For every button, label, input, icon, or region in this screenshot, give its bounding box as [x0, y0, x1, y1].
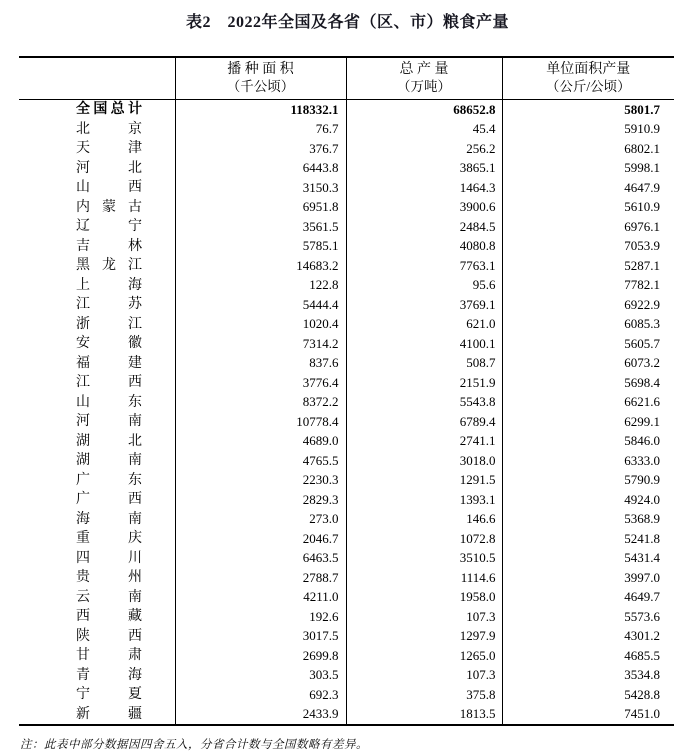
yield-cell: 5428.8	[502, 685, 674, 705]
output-cell: 508.7	[346, 354, 502, 374]
region-name-cell	[19, 412, 175, 432]
output-cell: 1464.3	[346, 178, 502, 198]
sown-area-cell: 4211.0	[175, 588, 346, 608]
sown-area-cell: 4765.5	[175, 451, 346, 471]
sown-area-cell: 376.7	[175, 139, 346, 159]
sown-area-cell: 2699.8	[175, 646, 346, 666]
table-row	[19, 178, 674, 198]
output-cell: 2741.1	[346, 432, 502, 452]
region-name: 陕 西	[76, 628, 142, 644]
output-cell: 1265.0	[346, 646, 502, 666]
col-header-output-label: 总 产 量	[399, 62, 449, 77]
output-cell: 107.3	[346, 666, 502, 686]
sown-area-cell: 4689.0	[175, 432, 346, 452]
region-name: 西 藏	[76, 609, 142, 624]
region-name-cell	[19, 646, 175, 666]
region-name-cell	[19, 120, 175, 140]
sown-area-cell: 2433.9	[175, 705, 346, 726]
sown-area-cell: 6443.8	[175, 159, 346, 179]
output-cell: 1114.6	[346, 568, 502, 588]
table-row	[19, 607, 674, 627]
region-name-cell	[19, 295, 175, 315]
region-name: 贵 州	[76, 570, 142, 585]
table-body	[19, 100, 674, 726]
region-name: 上 海	[76, 277, 142, 293]
yield-cell: 3534.8	[502, 666, 674, 686]
region-name-cell	[19, 588, 175, 608]
table-row	[19, 588, 674, 608]
table-row	[19, 198, 674, 218]
region-name: 内 蒙 古	[76, 199, 142, 215]
table-row	[19, 451, 674, 471]
yield-cell: 5846.0	[502, 432, 674, 452]
yield-cell: 4649.7	[502, 588, 674, 608]
sown-area-cell: 6951.8	[175, 198, 346, 218]
sown-area-cell: 7314.2	[175, 334, 346, 354]
yield-cell: 6299.1	[502, 412, 674, 432]
yield-cell: 6802.1	[502, 139, 674, 159]
region-name: 黑 龙 江	[76, 258, 142, 273]
output-cell: 95.6	[346, 276, 502, 296]
sown-area-cell: 118332.1	[175, 100, 346, 120]
table-row	[19, 529, 674, 549]
table-row	[19, 256, 674, 276]
sown-area-cell: 122.8	[175, 276, 346, 296]
region-name-cell	[19, 276, 175, 296]
region-name: 全 国 总 计	[76, 102, 142, 117]
yield-cell: 3997.0	[502, 568, 674, 588]
output-cell: 1813.5	[346, 705, 502, 726]
sown-area-cell: 76.7	[175, 120, 346, 140]
output-cell: 1072.8	[346, 529, 502, 549]
output-cell: 1393.1	[346, 490, 502, 510]
yield-cell: 5605.7	[502, 334, 674, 354]
col-header-output	[346, 57, 502, 100]
output-cell: 1291.5	[346, 471, 502, 491]
region-name: 山 西	[76, 180, 142, 195]
yield-cell: 4647.9	[502, 178, 674, 198]
sown-area-cell: 2829.3	[175, 490, 346, 510]
output-cell: 5543.8	[346, 393, 502, 413]
yield-cell: 6073.2	[502, 354, 674, 374]
region-name: 辽 宁	[76, 219, 142, 234]
region-name: 北 京	[76, 121, 142, 137]
sown-area-cell: 8372.2	[175, 393, 346, 413]
yield-cell: 5573.6	[502, 607, 674, 627]
region-name-cell	[19, 100, 175, 120]
region-name: 新 疆	[76, 706, 142, 722]
region-name: 云 南	[76, 589, 142, 605]
corner-cell	[19, 57, 175, 100]
region-name: 宁 夏	[76, 687, 142, 702]
table-row	[19, 159, 674, 179]
region-name: 湖 南	[76, 453, 142, 468]
yield-cell: 5610.9	[502, 198, 674, 218]
region-name-cell	[19, 666, 175, 686]
yield-cell: 5698.4	[502, 373, 674, 393]
yield-cell: 4685.5	[502, 646, 674, 666]
region-name-cell	[19, 354, 175, 374]
sown-area-cell: 2788.7	[175, 568, 346, 588]
output-cell: 146.6	[346, 510, 502, 530]
region-name-cell	[19, 490, 175, 510]
yield-cell: 4301.2	[502, 627, 674, 647]
region-name: 甘 肃	[76, 648, 142, 663]
sown-area-cell: 3776.4	[175, 373, 346, 393]
region-name: 浙 江	[76, 316, 142, 332]
region-name-cell	[19, 217, 175, 237]
output-cell: 4100.1	[346, 334, 502, 354]
yield-cell: 7782.1	[502, 276, 674, 296]
output-cell: 2151.9	[346, 373, 502, 393]
output-cell: 6789.4	[346, 412, 502, 432]
table-row	[19, 412, 674, 432]
output-cell: 375.8	[346, 685, 502, 705]
col-header-sown-area-label: 播 种 面 积	[227, 62, 294, 77]
sown-area-cell: 2046.7	[175, 529, 346, 549]
yield-cell: 6922.9	[502, 295, 674, 315]
col-header-yield-label: 单位面积产量	[546, 62, 631, 77]
output-cell: 3900.6	[346, 198, 502, 218]
region-name: 青 海	[76, 667, 142, 683]
sown-area-cell: 303.5	[175, 666, 346, 686]
yield-cell: 5431.4	[502, 549, 674, 569]
table-row	[19, 217, 674, 237]
output-cell: 3865.1	[346, 159, 502, 179]
table-row	[19, 373, 674, 393]
region-name-cell	[19, 705, 175, 726]
table-row	[19, 471, 674, 491]
region-name-cell	[19, 607, 175, 627]
table-row	[19, 393, 674, 413]
col-header-yield	[502, 57, 674, 100]
yield-cell: 6621.6	[502, 393, 674, 413]
header-row	[19, 57, 674, 100]
footnote: 注：此表中部分数据因四舍五入，分省合计数与全国数略有差异。	[20, 739, 368, 751]
sown-area-cell: 2230.3	[175, 471, 346, 491]
sown-area-cell: 5444.4	[175, 295, 346, 315]
region-name-cell	[19, 139, 175, 159]
table-row	[19, 510, 674, 530]
output-cell: 256.2	[346, 139, 502, 159]
yield-cell: 6333.0	[502, 451, 674, 471]
output-cell: 621.0	[346, 315, 502, 335]
output-cell: 3510.5	[346, 549, 502, 569]
region-name: 海 南	[76, 511, 142, 527]
region-name-cell	[19, 373, 175, 393]
table-row	[19, 334, 674, 354]
yield-cell: 5790.9	[502, 471, 674, 491]
region-name: 重 庆	[76, 531, 142, 546]
table-row	[19, 549, 674, 569]
sown-area-cell: 273.0	[175, 510, 346, 530]
sown-area-cell: 6463.5	[175, 549, 346, 569]
region-name-cell	[19, 334, 175, 354]
sown-area-cell: 3150.3	[175, 178, 346, 198]
output-cell: 1297.9	[346, 627, 502, 647]
table-row	[19, 705, 674, 726]
table-row	[19, 490, 674, 510]
region-name: 广 东	[76, 472, 142, 488]
table-row	[19, 685, 674, 705]
yield-cell: 6085.3	[502, 315, 674, 335]
yield-cell: 5368.9	[502, 510, 674, 530]
region-name: 四 川	[76, 550, 142, 566]
sown-area-cell: 692.3	[175, 685, 346, 705]
table-row	[19, 354, 674, 374]
region-name-cell	[19, 178, 175, 198]
region-name-cell	[19, 568, 175, 588]
region-name: 天 津	[76, 141, 142, 156]
region-name: 江 苏	[76, 297, 142, 312]
region-name: 福 建	[76, 355, 142, 371]
output-cell: 4080.8	[346, 237, 502, 257]
table-row	[19, 568, 674, 588]
region-name-cell	[19, 159, 175, 179]
output-cell: 107.3	[346, 607, 502, 627]
region-name: 河 北	[76, 160, 142, 176]
region-name: 湖 北	[76, 433, 142, 449]
col-header-yield-unit: （公斤/公顷）	[545, 79, 631, 94]
yield-cell: 7053.9	[502, 237, 674, 257]
output-cell: 2484.5	[346, 217, 502, 237]
region-name: 吉 林	[76, 238, 142, 254]
yield-cell: 5998.1	[502, 159, 674, 179]
yield-cell: 5241.8	[502, 529, 674, 549]
region-name-cell	[19, 549, 175, 569]
sown-area-cell: 3561.5	[175, 217, 346, 237]
region-name-cell	[19, 627, 175, 647]
output-cell: 45.4	[346, 120, 502, 140]
col-header-sown-area	[175, 57, 346, 100]
output-cell: 3769.1	[346, 295, 502, 315]
output-cell: 1958.0	[346, 588, 502, 608]
yield-cell: 7451.0	[502, 705, 674, 726]
region-name: 广 西	[76, 492, 142, 507]
output-cell: 7763.1	[346, 256, 502, 276]
yield-cell: 4924.0	[502, 490, 674, 510]
sown-area-cell: 192.6	[175, 607, 346, 627]
table-row	[19, 276, 674, 296]
region-name-cell	[19, 451, 175, 471]
region-name-cell	[19, 256, 175, 276]
sown-area-cell: 1020.4	[175, 315, 346, 335]
document-page	[0, 9, 695, 751]
region-name-cell	[19, 393, 175, 413]
region-name-cell	[19, 198, 175, 218]
region-name-cell	[19, 432, 175, 452]
table-row	[19, 627, 674, 647]
sown-area-cell: 837.6	[175, 354, 346, 374]
sown-area-cell: 10778.4	[175, 412, 346, 432]
region-name-cell	[19, 529, 175, 549]
region-name-cell	[19, 237, 175, 257]
yield-cell: 6976.1	[502, 217, 674, 237]
sown-area-cell: 14683.2	[175, 256, 346, 276]
yield-cell: 5287.1	[502, 256, 674, 276]
output-cell: 68652.8	[346, 100, 502, 120]
sown-area-cell: 5785.1	[175, 237, 346, 257]
table-row	[19, 646, 674, 666]
region-name-cell	[19, 471, 175, 491]
region-name: 河 南	[76, 414, 142, 429]
table-row	[19, 139, 674, 159]
region-name: 安 徽	[76, 336, 142, 351]
table-row	[19, 237, 674, 257]
region-name-cell	[19, 315, 175, 335]
output-cell: 3018.0	[346, 451, 502, 471]
region-name: 江 西	[76, 375, 142, 390]
col-header-output-unit: （万吨）	[397, 79, 451, 94]
table-row	[19, 295, 674, 315]
sown-area-cell: 3017.5	[175, 627, 346, 647]
grain-production-table	[19, 56, 674, 726]
col-header-sown-area-unit: （千公顷）	[226, 79, 295, 94]
table-row	[19, 432, 674, 452]
region-name: 山 东	[76, 394, 142, 410]
region-name-cell	[19, 510, 175, 530]
region-name-cell	[19, 685, 175, 705]
yield-cell: 5801.7	[502, 100, 674, 120]
table-row	[19, 100, 674, 120]
table-row	[19, 315, 674, 335]
page-title: 表2 2022年全国及各省（区、市）粮食产量	[185, 14, 509, 31]
table-row	[19, 120, 674, 140]
table-row	[19, 666, 674, 686]
yield-cell: 5910.9	[502, 120, 674, 140]
